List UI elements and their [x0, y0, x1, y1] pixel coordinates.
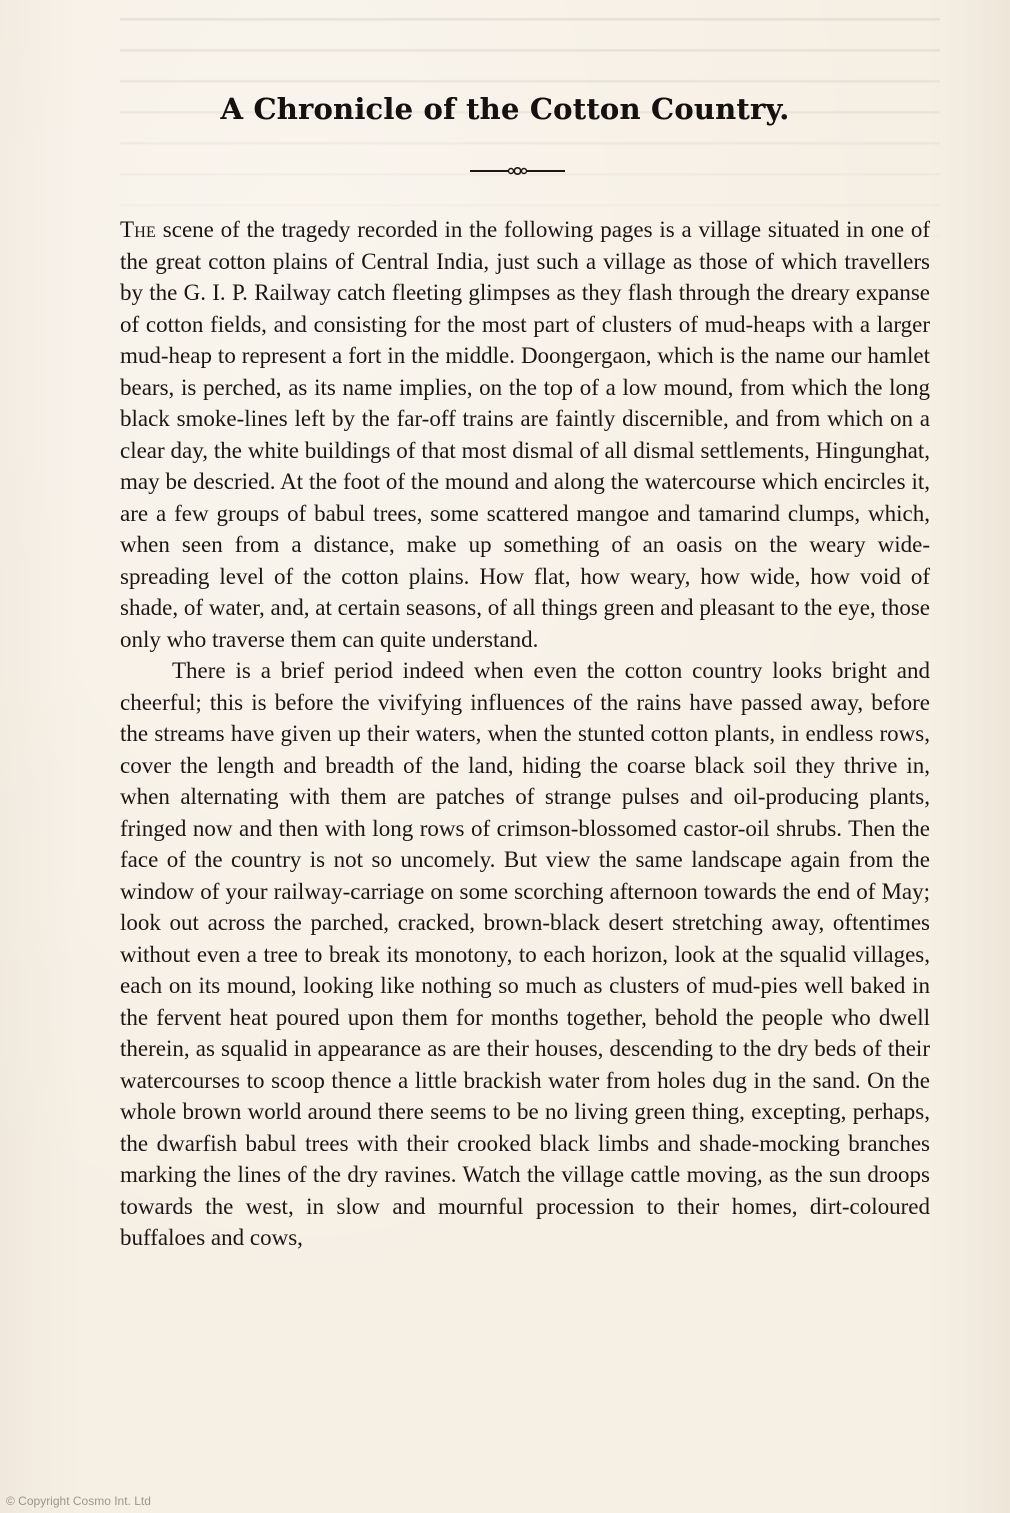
paragraph-1-lead: The — [120, 217, 156, 242]
paragraph-1 — [120, 214, 930, 655]
body-text — [120, 214, 930, 1254]
paragraph-2: There is a brief period indeed when even the cotton country looks bright and cheerful; this is before the vivifying influences of the rains have passed away, before the streams have given up their waters, when the stunted cotton plants, in endless rows, cover the length and breadth of the land, hiding the coarse black soil they thrive in, when alternating with them are patches of strange pulses and oil-producing plants, fringed now and then with long rows of crimson-blossomed castor-oil shrubs. Then the face of the country is not so uncomely. But view the same landscape again from the window of your railway-carriage on some scorching afternoon towards the end of May; look out across the parched, cracked, brown-black desert stretching away, oftentimes without even a tree to break its monotony, to each horizon, look at the squalid villages, each on its mound, looking like nothing so much as clusters of mud-pies well baked in the fervent heat poured upon them for months together, behold the people who dwell therein, as squalid in appearance as are their houses, descending to the dry beds of their watercourses to scoop thence a little brackish water from holes dug in the sand. On the whole brown world around there seems to be no living green thing, excepting, perhaps, the dwarfish babul trees with their crooked black limbs and shade-mocking branches marking the lines of the dry ravines. Watch the village cattle moving, as the sun droops towards the west, in slow and mournful procession to their homes, dirt-coloured buffaloes and cows, — [120, 658, 930, 1250]
paragraph-1-text: scene of the tragedy recorded in the following pages is a village situated in one of the great cotton plains of Central India, just such a village as those of which travellers by the G. I. P. Railway catch fleeting glimpses as they flash through the dreary expanse of cotton fields, and consisting for the most part of clusters of mud-heaps with a larger mud-heap to represent a fort in the middle. Doongergaon, which is the name our hamlet bears, is perched, as its name implies, on the top of a low mound, from which the long black smoke-lines left by the far-off trains are faintly discernible, and from which on a clear day, the white buildings of that most dismal of all dismal settlements, Hingunghat, may be descried. At the foot of the mound and along the watercourse which encircles it, are a few groups of babul trees, some scattered mangoe and tamarind clumps, which, when seen from a distance, make up something of an oasis on the weary wide-spreading level of the cotton plains. How flat, how weary, how wide, how void of shade, of water, and, at certain seasons, of all things green and pleasant to the eye, those only who traverse them can quite understand. — [120, 217, 931, 652]
ornament-divider — [470, 164, 565, 178]
chapter-title: A Chronicle of the Cotton Country. — [220, 92, 790, 126]
copyright-watermark: © Copyright Cosmo Int. Ltd — [6, 1494, 151, 1508]
